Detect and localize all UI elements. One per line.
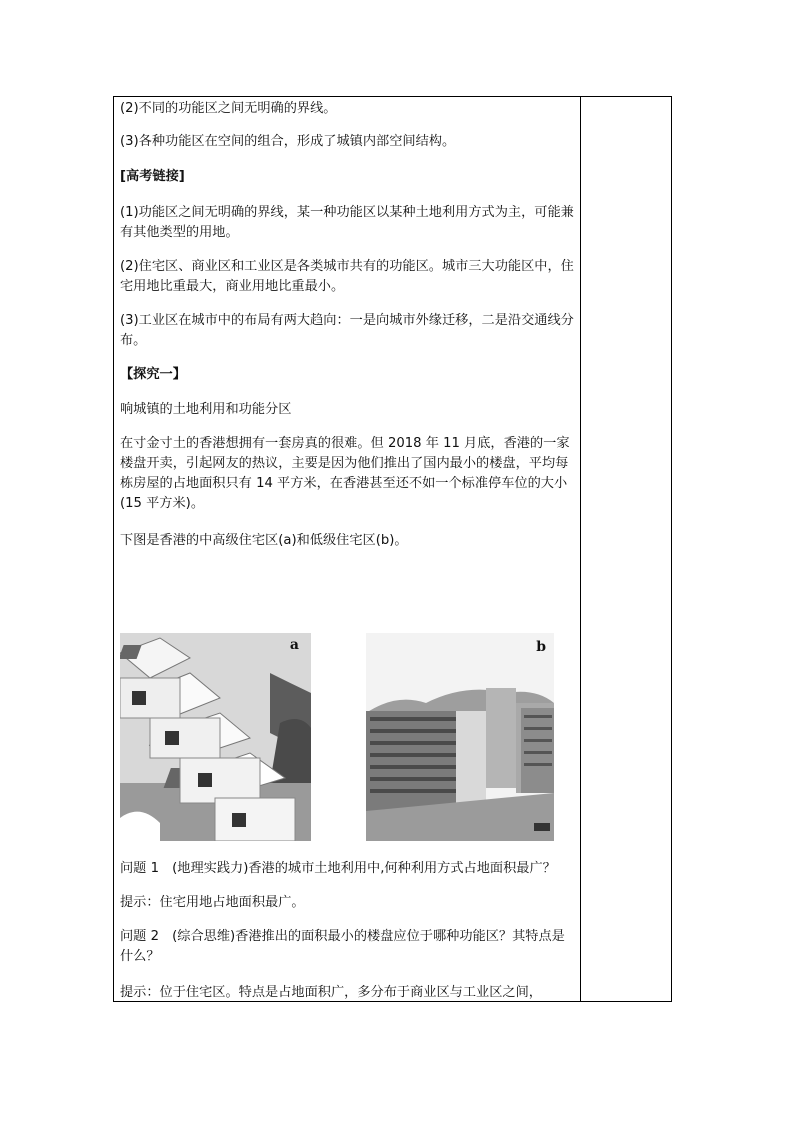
paragraph-3: (1)功能区之间无明确的界线，某一种功能区以某种土地利用方式为主，可能兼有其他类型的用地。 — [120, 205, 574, 240]
paragraph-6: 响城镇的土地利用和功能分区 — [120, 402, 292, 417]
paragraph-7: 在寸金寸土的香港想拥有一套房真的很难。但 2018 年 11 月底，香港的一家楼盘开卖，引起网友的热议，主要是因为他们推出了国内最小的楼盘，平均每栋房屋的占地面积只有 14 平方米，在香港甚至还不如一个标准停车位的大小(15 平方米)。 — [120, 436, 570, 511]
column-divider — [580, 97, 581, 1001]
photo-b-illustration — [366, 633, 554, 841]
paragraph-4: (2)住宅区、商业区和工业区是各类城市共有的功能区。城市三大功能区中，住宅用地比重最大，商业用地比重最小。 — [120, 259, 574, 294]
section-heading-explore: 【探究一】 — [120, 367, 186, 382]
hint-1: 提示：住宅用地占地面积最广。 — [120, 895, 305, 910]
paragraph-5: (3)工业区在城市中的布局有两大趋向：一是向城市外缘迁移，二是沿交通线分布。 — [120, 313, 574, 348]
hint-2: 提示：位于住宅区。特点是占地面积广，多分布于商业区与工业区之间， — [120, 985, 542, 1000]
question-2: 问题 2 (综合思维)香港推出的面积最小的楼盘应位于哪种功能区？其特点是什么？ — [120, 929, 565, 964]
photo-a-residential-high — [120, 633, 311, 841]
photo-b-residential-low — [366, 633, 554, 841]
paragraph-1: (2)不同的功能区之间无明确的界线。 — [120, 101, 337, 116]
photo-a-illustration — [120, 633, 311, 841]
photo-b-label: b — [536, 639, 546, 655]
photo-a-label: a — [289, 637, 299, 653]
paragraph-2: (3)各种功能区在空间的组合，形成了城镇内部空间结构。 — [120, 134, 456, 149]
content-table — [113, 96, 672, 1002]
section-heading-gaokao: [高考链接] — [120, 169, 185, 184]
question-1: 问题 1 (地理实践力)香港的城市土地利用中,何种利用方式占地面积最广？ — [120, 861, 556, 876]
paragraph-8: 下图是香港的中高级住宅区(a)和低级住宅区(b)。 — [120, 533, 408, 548]
